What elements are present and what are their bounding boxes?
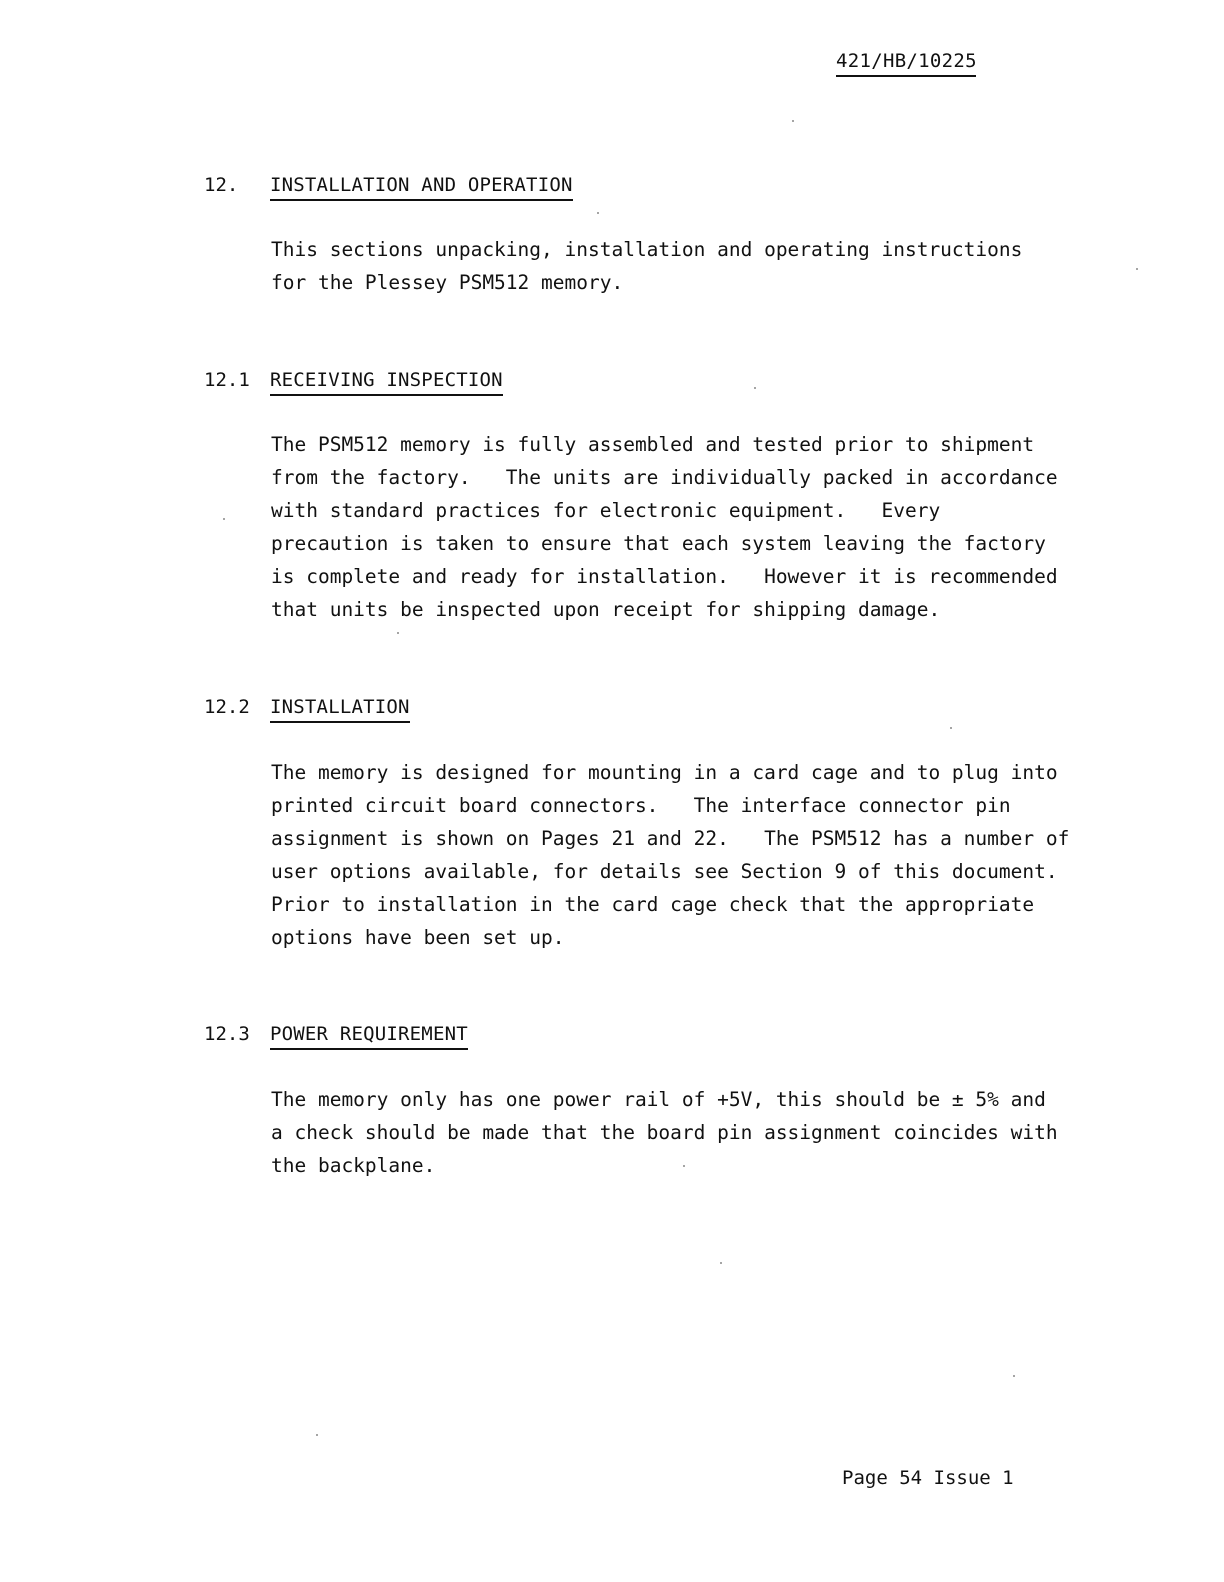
section-installation-and-operation bbox=[204, 172, 1084, 312]
section-body bbox=[271, 756, 1070, 954]
body-line: a check should be made that the board pin assignment coincides with bbox=[271, 1121, 1058, 1144]
scan-speck bbox=[720, 1262, 722, 1264]
section-number: 12.1 bbox=[204, 369, 250, 391]
section-heading bbox=[204, 694, 1084, 722]
body-line: the backplane. bbox=[271, 1154, 436, 1177]
scan-speck bbox=[223, 518, 225, 520]
section-number: 12.2 bbox=[204, 696, 250, 718]
section-heading bbox=[204, 172, 1084, 200]
body-line: for the Plessey PSM512 memory. bbox=[271, 271, 624, 294]
scan-speck bbox=[1013, 1375, 1015, 1377]
section-title: INSTALLATION bbox=[270, 694, 410, 723]
section-title: RECEIVING INSPECTION bbox=[270, 367, 503, 396]
body-line: that units be inspected upon receipt for shipping damage. bbox=[271, 598, 941, 621]
body-line: The PSM512 memory is fully assembled and tested prior to shipment bbox=[271, 433, 1035, 456]
section-receiving-inspection bbox=[204, 367, 1084, 627]
body-line: The memory is designed for mounting in a card cage and to plug into bbox=[271, 761, 1058, 784]
body-line: The memory only has one power rail of +5V, this should be ± 5% and bbox=[271, 1088, 1046, 1111]
body-line: with standard practices for electronic equipment. Every bbox=[271, 499, 941, 522]
section-heading bbox=[204, 1021, 1084, 1049]
document-reference: 421/HB/10225 bbox=[836, 48, 976, 77]
section-body bbox=[271, 428, 1058, 626]
body-line: printed circuit board connectors. The interface connector pin bbox=[271, 794, 1011, 817]
section-body bbox=[271, 233, 1031, 299]
section-number: 12.3 bbox=[204, 1023, 250, 1045]
body-line: Prior to installation in the card cage check that the appropriate bbox=[271, 893, 1035, 916]
section-installation bbox=[204, 694, 1084, 954]
scan-speck bbox=[683, 1165, 685, 1167]
scan-speck bbox=[950, 727, 952, 729]
scan-speck bbox=[1136, 268, 1138, 270]
body-line: is complete and ready for installation. However it is recommended bbox=[271, 565, 1058, 588]
section-body bbox=[271, 1083, 1058, 1182]
body-line: user options available, for details see Section 9 of this document. bbox=[271, 860, 1058, 883]
section-power-requirement bbox=[204, 1021, 1084, 1191]
scan-speck bbox=[597, 212, 599, 214]
body-line: options have been set up. bbox=[271, 926, 565, 949]
scan-speck bbox=[397, 632, 399, 634]
section-heading bbox=[204, 367, 1084, 395]
scan-speck bbox=[754, 387, 756, 389]
page-footer: Page 54 Issue 1 bbox=[842, 1467, 1014, 1489]
scan-speck bbox=[316, 1434, 318, 1436]
body-line: precaution is taken to ensure that each system leaving the factory bbox=[271, 532, 1046, 555]
scan-speck bbox=[792, 120, 794, 122]
body-line: from the factory. The units are individually packed in accordance bbox=[271, 466, 1058, 489]
section-title: POWER REQUIREMENT bbox=[270, 1021, 468, 1050]
section-title: INSTALLATION AND OPERATION bbox=[270, 172, 573, 201]
body-line: This sections unpacking, installation and operating instructions bbox=[271, 238, 1023, 261]
body-line: assignment is shown on Pages 21 and 22. The PSM512 has a number of bbox=[271, 827, 1070, 850]
section-number: 12. bbox=[204, 174, 239, 196]
